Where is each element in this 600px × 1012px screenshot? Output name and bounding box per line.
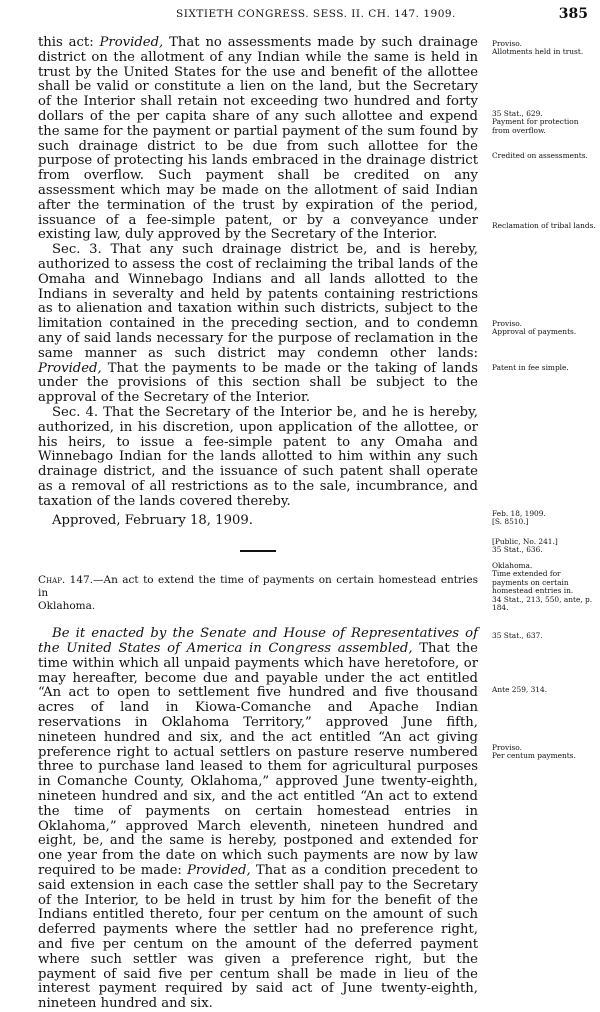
- margin-note-ante: Ante 259, 314.: [492, 685, 548, 694]
- margin-note-reclamation: Reclamation of tribal lands.: [492, 221, 596, 230]
- margin-note-35-stat-637: 35 Stat., 637.: [492, 631, 543, 640]
- margin-note-oklahoma: Oklahoma. Time extended for payments on certain homestead entries in. 34 Stat., 213, 550, ante, p. 184.: [492, 561, 593, 613]
- proviso-word: Provided,: [186, 863, 251, 879]
- running-header: [0, 0, 600, 24]
- margin-note-credited: Credited on assessments.: [492, 151, 588, 160]
- section-divider: [240, 550, 276, 552]
- section-3: Sec. 3. That any such drainage district be, and is hereby, authorized to assess the cost of reclaiming the tribal lands of the Omaha and Winnebago Indians and all lands allotted to the Indians in severalty and held by patents containing restrictions as to alienation and taxation within such districts, subject to the limitation contained in the preceding section, and to condemn any of said lands necessary for the purpose of reclamation in the same manner as such district may condemn other lands: Provided, That the payments to be made or the taking of lands under the provisions of this section shall be subject to the approval of the Secretary of the Interior.: [38, 242, 478, 406]
- margin-note-patent: Patent in fee simple.: [492, 363, 569, 372]
- paragraph-1: this act: Provided, That no assessments made by such drainage district on the allotment of any Indian while the same is held in trust by the United States for the use and benefit of the allottee shall be valid or constitute a lien on the land, but the Secretary of the Interior shall retain not exceeding two hundred and forty dollars of the per capita share of any such allottee and expend the same for the payment or partial payment of the sum found by such drainage district to be due from such allottee for the purpose of protecting his lands embraced in the drainage district from overflow. Such payment shall be credited on any assessment which may be made on the allotment of said Indian after the termination of the trust by expiration of the period, issuance of a fee-simple patent, or by a conveyance under existing law, duly approved by the Secretary of the Interior.: [38, 35, 478, 243]
- section-label: Sec. 3.: [52, 242, 102, 258]
- approval-line: Approved, February 18, 1909.: [52, 512, 253, 528]
- enacting-paragraph: Be it enacted by the Senate and House of Representatives of the United States of America in Congress assembled, That the time within which all unpaid payments which have heretofore, or may hereafter, become due and payable under the act entitled “An act to open to settlement five hundred and five thousand acres of land in Kiowa-Comanche and Apache Indian reservations in Oklahoma Territory,” approved June fifth, nineteen hundred and six, and the act entitled “An act giving preference right to actual settlers on pasture reserve numbered three to purchase land leased to them for agricultural purposes in Comanche County, Oklahoma,” approved June twenty-eighth, nineteen hundred and six, and the act entitled “An act to extend the time of payments on certain homestead entries in Oklahoma,” approved March eleventh, nineteen hundred and eight, be, and the same is hereby, postponed and extended for one year from the date on which such payments are now by law required to be made: Provided, That as a condition precedent to said extension in each case the settler shall pay to the Secretary of the Interior, to be held in trust by him for the benefit of the Indians entitled thereto, four per centum on the amount of such deferred payments where the settler had no preference right, and five per centum on the amount of the deferred payment where such settler was given a preference right, but the payment of said five per centum shall be made in lieu of the interest payment required by said act of June twenty-eighth, nineteen hundred and six.: [38, 626, 478, 1012]
- proviso-word: Provided,: [99, 35, 164, 50]
- margin-note-public-law: [Public, No. 241.] 35 Stat., 636.: [492, 537, 558, 555]
- margin-note-per-centum: Proviso. Per centum payments.: [492, 743, 576, 761]
- margin-note-date: Feb. 18, 1909. [S. 8510.]: [492, 509, 546, 527]
- margin-note-proviso-allotments: Proviso. Allotments held in trust.: [492, 39, 584, 57]
- enacting-clause: Be it enacted by the Senate and House of Representatives of the United States of America in Congress assembled,: [38, 626, 478, 657]
- proviso-word: Provided,: [38, 360, 102, 376]
- chapter-title-continued: Oklahoma.: [38, 600, 96, 613]
- page-number: 385: [558, 6, 588, 22]
- main-text: [38, 36, 478, 1012]
- running-head: SIXTIETH CONGRESS. SESS. II. CH. 147. 1909.: [176, 8, 456, 20]
- section-4: Sec. 4. That the Secretary of the Interior be, and he is hereby, authorized, in his discretion, upon application of the allottee, or his heirs, to issue a fee-simple patent to any Omaha and Winnebago Indian for the lands allotted to him within any such drainage district, and the issuance of such patent shall operate as a removal of all restrictions as to the sale, incumbrance, and taxation of the lands covered thereby.: [38, 404, 478, 509]
- margin-note-proviso-approval: Proviso. Approval of payments.: [492, 319, 577, 337]
- section-label: Sec. 4.: [52, 404, 99, 420]
- margin-note-payment-protection: 35 Stat., 629. Payment for protection from overflow.: [492, 109, 579, 135]
- chapter-title: Chap. 147.—An act to extend the time of payments on certain homestead entries in: [38, 574, 478, 600]
